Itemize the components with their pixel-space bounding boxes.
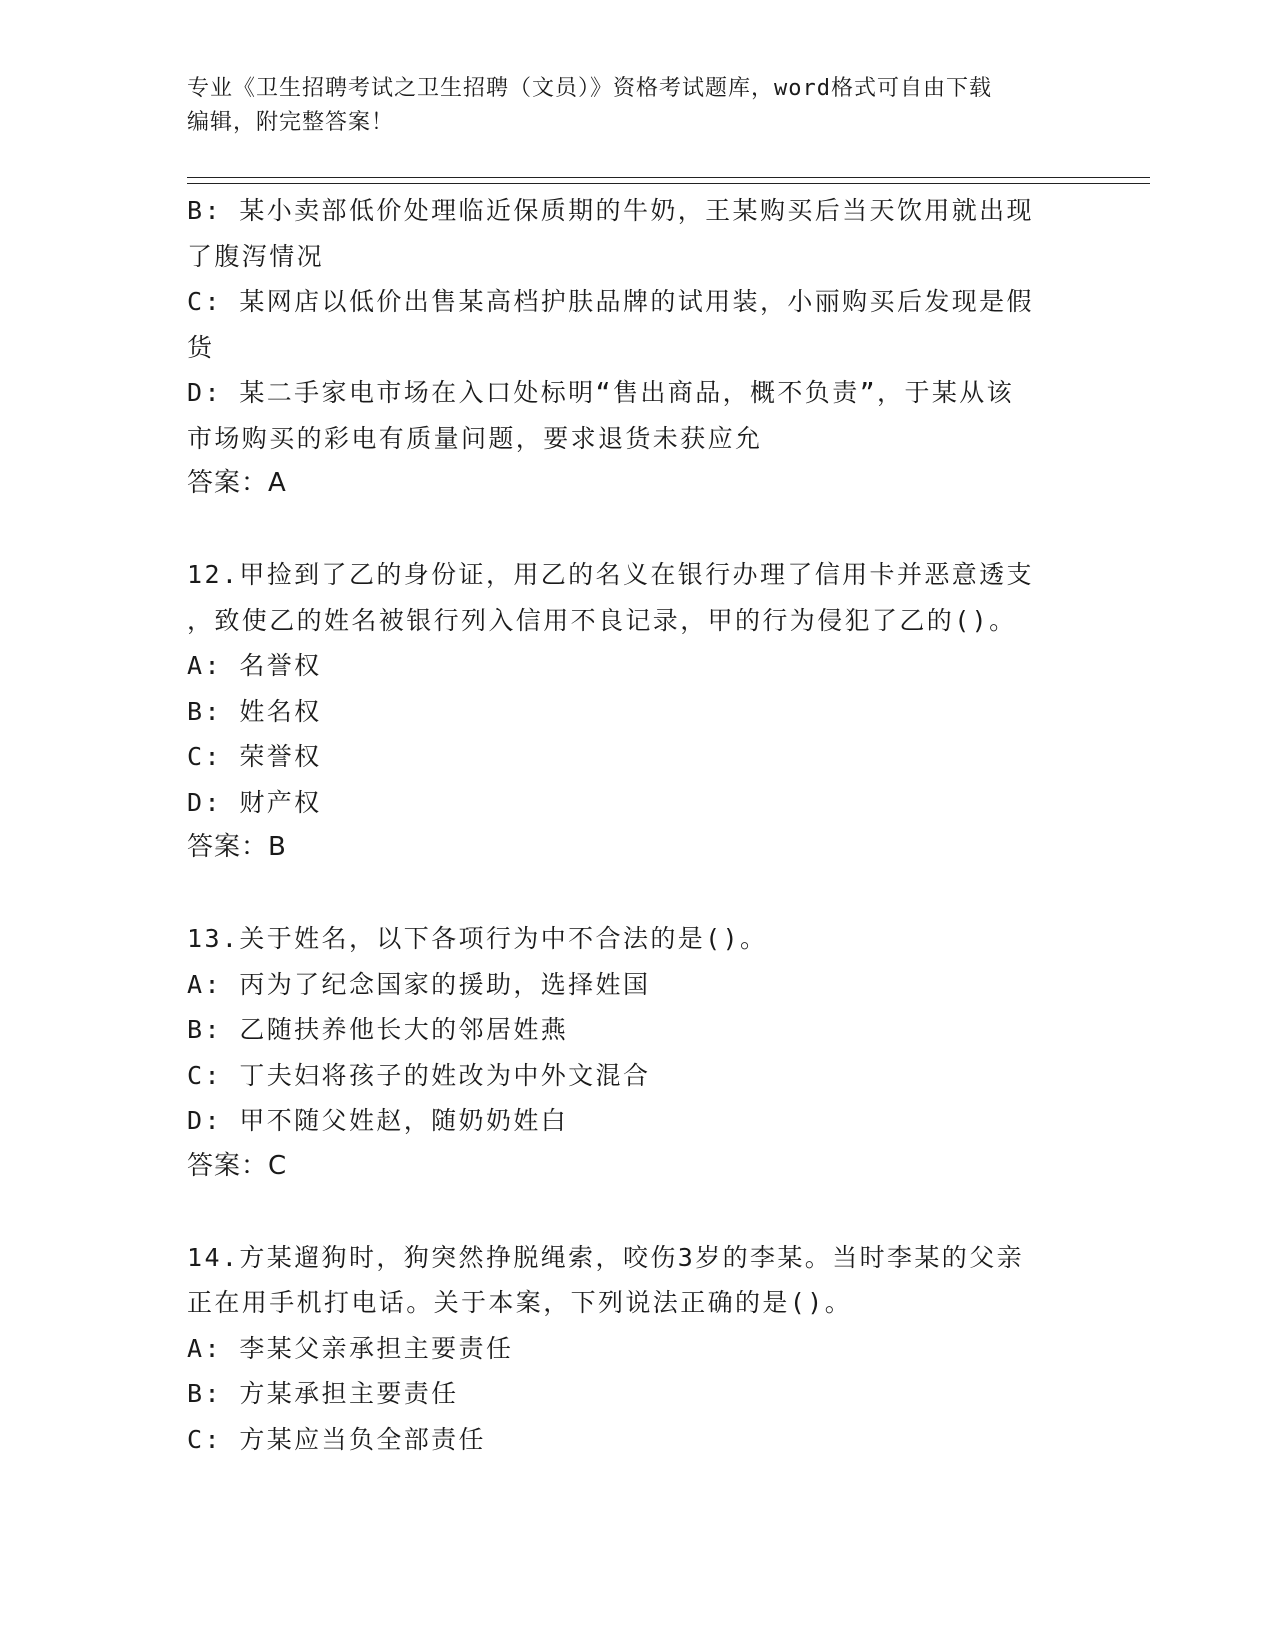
option-d-continued: 市场购买的彩电有质量问题，要求退货未获应允 — [187, 423, 763, 453]
document-header — [187, 72, 1067, 140]
option-c: C: 荣誉权 — [187, 742, 322, 771]
question-11-tail — [187, 188, 1087, 507]
option-b: B: 姓名权 — [187, 696, 322, 726]
option-c: C: 某网店以低价出售某高档护肤品牌的试用装，小丽购买后发现是假 — [187, 287, 1034, 316]
question-14 — [187, 1235, 1087, 1463]
question-list — [187, 188, 1087, 1462]
question-stem: 14.方某遛狗时，狗突然挣脱绳索，咬伤3岁的李某。当时李某的父亲 — [187, 1242, 1025, 1272]
question-12 — [187, 552, 1087, 871]
option-d: D: 某二手家电市场在入口处标明“售出商品，概不负责”，于某从该 — [187, 378, 1015, 407]
option-a: A: 名誉权 — [187, 651, 322, 680]
option-b: B: 乙随扶养他长大的邻居姓燕 — [187, 1015, 569, 1044]
option-a: A: 丙为了纪念国家的援助，选择姓国 — [187, 969, 651, 999]
header-line-1: 专业《卫生招聘考试之卫生招聘（文员）》资格考试题库，word格式可自由下载 — [187, 76, 992, 101]
spacer — [187, 1189, 1087, 1235]
option-a: A: 李某父亲承担主要责任 — [187, 1333, 514, 1363]
answer: 答案：B — [187, 832, 287, 862]
spacer — [187, 871, 1087, 917]
option-c: C: 方某应当负全部责任 — [187, 1424, 486, 1454]
option-b-continued: 了腹泻情况 — [187, 241, 325, 271]
option-b: B: 某小卖部低价处理临近保质期的牛奶，王某购买后当天饮用就出现 — [187, 196, 1034, 225]
question-stem: 13.关于姓名，以下各项行为中不合法的是()。 — [187, 924, 768, 953]
option-c: C: 丁夫妇将孩子的姓改为中外文混合 — [187, 1060, 651, 1090]
question-stem-continued: 正在用手机打电话。关于本案，下列说法正确的是()。 — [187, 1288, 853, 1317]
option-b: B: 方某承担主要责任 — [187, 1379, 459, 1408]
answer: 答案：C — [187, 1150, 288, 1181]
option-c-continued: 货 — [187, 332, 215, 362]
question-stem-continued: ，致使乙的姓名被银行列入信用不良记录，甲的行为侵犯了乙的()。 — [187, 605, 1017, 635]
answer: 答案：A — [187, 468, 287, 498]
spacer — [187, 507, 1087, 553]
question-13 — [187, 916, 1087, 1189]
header-divider-bottom — [187, 183, 1150, 184]
option-d: D: 财产权 — [187, 787, 322, 817]
question-stem: 12.甲捡到了乙的身份证，用乙的名义在银行办理了信用卡并恶意透支 — [187, 560, 1034, 589]
header-divider-top — [187, 177, 1150, 178]
option-d: D: 甲不随父姓赵，随奶奶姓白 — [187, 1106, 569, 1135]
header-line-2: 编辑，附完整答案！ — [187, 110, 395, 135]
